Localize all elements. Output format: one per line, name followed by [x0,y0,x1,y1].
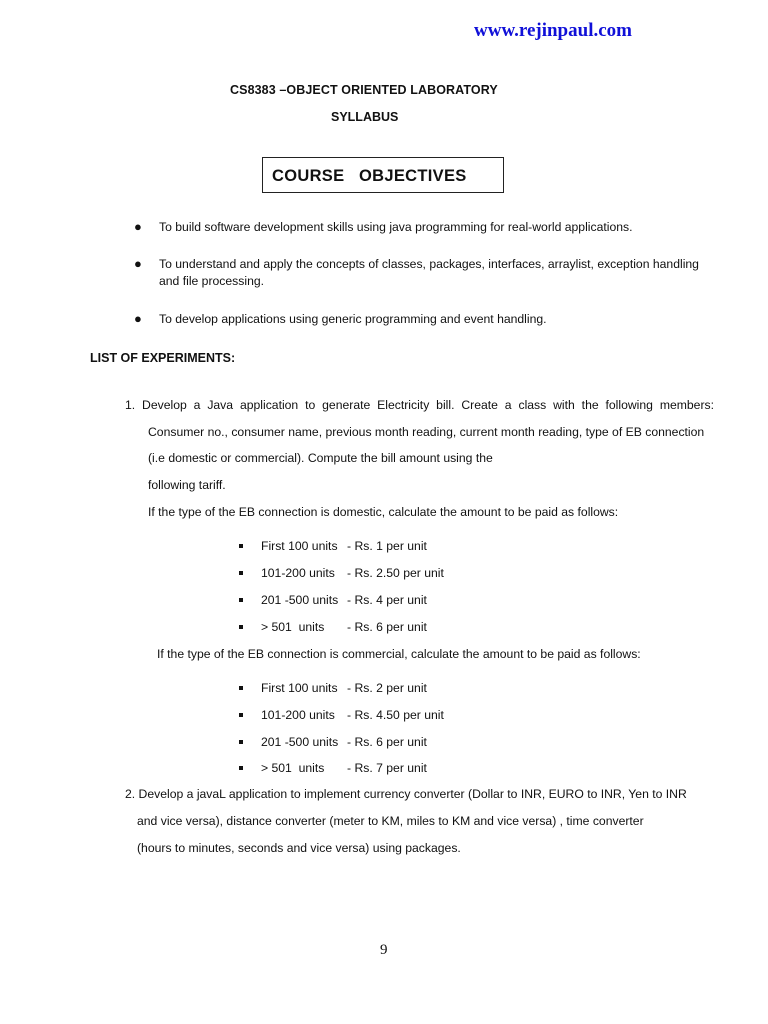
tariff-units: 201 -500 units [261,593,339,607]
domestic-intro: If the type of the EB connection is domestic, calculate the amount to be paid as follows: [148,505,619,519]
experiment-2-line-1: 2. Develop a javaL application to implement currency converter (Dollar to INR, EURO to INR, Yen to INR [125,787,687,801]
experiment-1-line-2: Consumer no., consumer name, previous month reading, current month reading, type of EB connection [148,425,705,439]
list-of-experiments-heading: LIST OF EXPERIMENTS: [90,351,236,365]
experiment-1-line-4: following tariff. [148,478,226,492]
tariff-units: 101-200 units [261,566,335,580]
objective-text: To build software development skills using java programming for real-world applications. [159,220,633,234]
square-bullet-icon [239,766,243,770]
experiment-2-line-2: and vice versa), distance converter (meter to KM, miles to KM and vice versa) , time converter [137,814,644,828]
objective-text-line-1: To understand and apply the concepts of classes, packages, interfaces, arraylist, exception handling [159,257,699,271]
tariff-rate: - Rs. 4.50 per unit [347,708,444,722]
tariff-units: First 100 units [261,539,338,553]
square-bullet-icon [239,713,243,717]
course-code-title: CS8383 –OBJECT ORIENTED LABORATORY [230,83,498,97]
course-objectives-box [262,157,504,193]
square-bullet-icon [239,571,243,575]
tariff-rate: - Rs. 4 per unit [347,593,427,607]
objective-text-line-2: and file processing. [159,274,265,288]
tariff-rate: - Rs. 6 per unit [347,620,427,634]
bullet-icon: ● [134,219,142,234]
square-bullet-icon [239,686,243,690]
tariff-rate: - Rs. 2 per unit [347,681,427,695]
syllabus-heading: SYLLABUS [331,110,399,124]
bullet-icon: ● [134,311,142,326]
experiment-1-line-1: 1. Develop a Java application to generate Electricity bill. Create a class with the following members: [125,398,714,412]
page-number: 9 [380,942,388,958]
square-bullet-icon [239,740,243,744]
website-link[interactable]: www.rejinpaul.com [474,20,632,41]
experiment-2-line-3: (hours to minutes, seconds and vice versa) using packages. [137,841,461,855]
experiment-1-line-3: (i.e domestic or commercial). Compute the bill amount using the [148,451,493,465]
objective-text: To develop applications using generic programming and event handling. [159,312,547,326]
tariff-units: > 501 units [261,761,325,775]
tariff-rate: - Rs. 1 per unit [347,539,427,553]
course-objectives-title: COURSE OBJECTIVES [272,167,467,185]
tariff-units: First 100 units [261,681,338,695]
square-bullet-icon [239,598,243,602]
tariff-units: 101-200 units [261,708,335,722]
tariff-rate: - Rs. 7 per unit [347,761,427,775]
bullet-icon: ● [134,256,142,271]
tariff-units: > 501 units [261,620,325,634]
tariff-rate: - Rs. 2.50 per unit [347,566,444,580]
square-bullet-icon [239,544,243,548]
square-bullet-icon [239,625,243,629]
tariff-units: 201 -500 units [261,735,339,749]
commercial-intro: If the type of the EB connection is commercial, calculate the amount to be paid as follows: [157,647,641,661]
tariff-rate: - Rs. 6 per unit [347,735,427,749]
